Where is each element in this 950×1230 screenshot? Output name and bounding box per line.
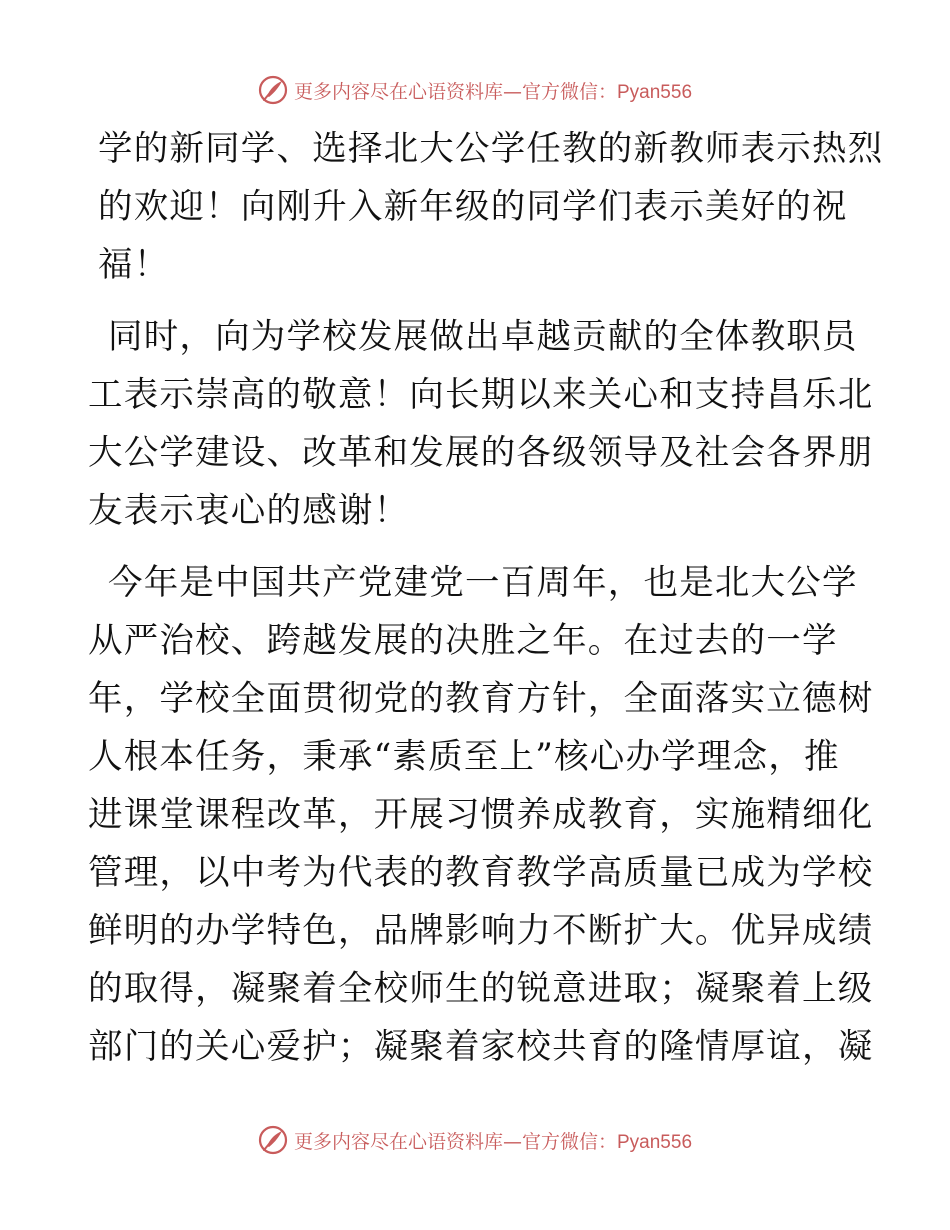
paragraph-line: 管理，以中考为代表的教育教学高质量已成为学校 <box>88 853 874 893</box>
document-body <box>88 120 884 1090</box>
paragraph-line: 同时，向为学校发展做出卓越贡献的全体教职员 <box>108 317 858 357</box>
paragraph-line: 工表示崇高的敬意！向长期以来关心和支持昌乐北 <box>88 375 874 415</box>
paragraph-line: 年，学校全面贯彻党的教育方针，全面落实立德树 <box>88 679 874 719</box>
header-site-text: 更多内容尽在心语资料库—官方微信： <box>293 80 617 103</box>
header-banner-text <box>294 77 692 104</box>
quill-pen-logo-icon <box>258 1125 288 1155</box>
footer-banner-text <box>294 1127 692 1154</box>
footer-banner <box>0 1120 950 1160</box>
paragraph-line: 福！ <box>98 245 170 285</box>
paragraph-2 <box>88 308 874 540</box>
paragraph-line: 从严治校、跨越发展的决胜之年。在过去的一学 <box>88 621 838 661</box>
footer-wechat-id: Pyan556 <box>617 1131 693 1153</box>
paragraph-line: 友表示衷心的感谢！ <box>88 491 410 531</box>
paragraph-line: 的欢迎！向刚升入新年级的同学们表示美好的祝 <box>98 187 848 227</box>
paragraph-3 <box>88 554 874 1076</box>
paragraph-line: 人根本任务，秉承“素质至上”核心办学理念，推 <box>88 737 840 777</box>
footer-site-text: 更多内容尽在心语资料库—官方微信： <box>293 1130 617 1153</box>
paragraph-line: 部门的关心爱护；凝聚着家校共育的隆情厚谊，凝 <box>88 1027 874 1067</box>
quill-pen-logo-icon <box>258 75 288 105</box>
paragraph-1 <box>98 120 884 294</box>
paragraph-line: 大公学建设、改革和发展的各级领导及社会各界朋 <box>88 433 874 473</box>
paragraph-line: 的取得，凝聚着全校师生的锐意进取；凝聚着上级 <box>88 969 874 1009</box>
paragraph-line: 今年是中国共产党建党一百周年，也是北大公学 <box>108 563 858 603</box>
paragraph-line: 学的新同学、选择北大公学任教的新教师表示热烈 <box>98 129 884 169</box>
paragraph-line: 进课堂课程改革，开展习惯养成教育，实施精细化 <box>88 795 874 835</box>
paragraph-line: 鲜明的办学特色，品牌影响力不断扩大。优异成绩 <box>88 911 874 951</box>
header-wechat-id: Pyan556 <box>617 81 693 103</box>
header-banner <box>0 70 950 110</box>
